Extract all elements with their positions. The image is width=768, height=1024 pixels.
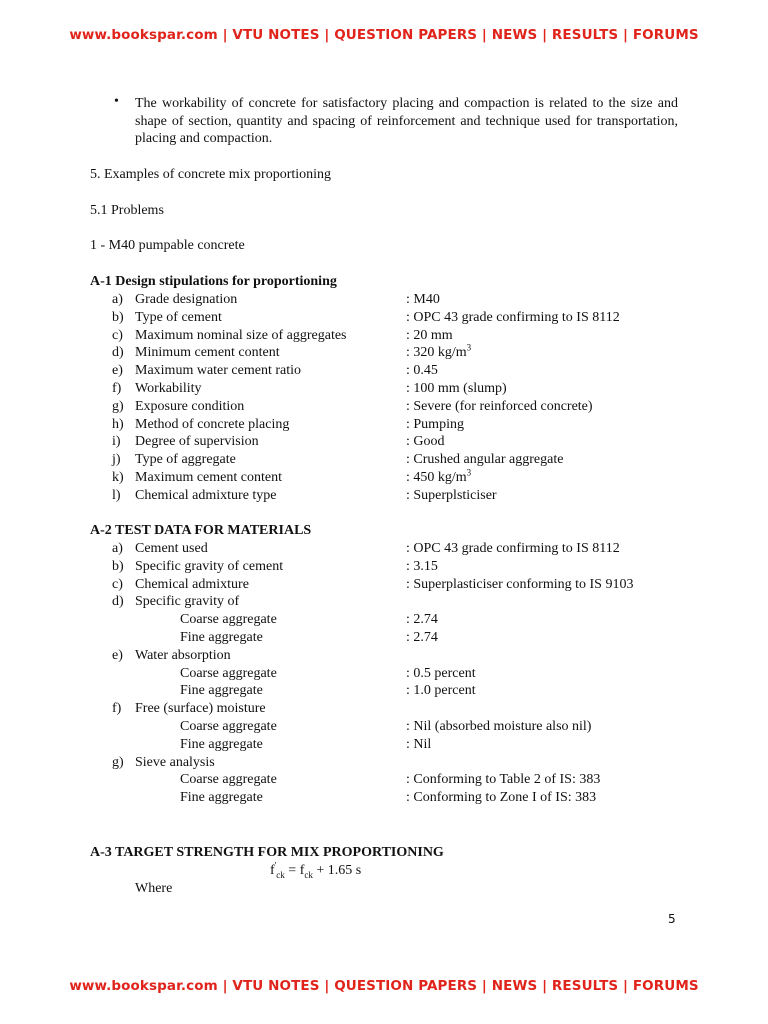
item-label: Minimum cement content	[135, 345, 280, 361]
a3-heading: A-3 TARGET STRENGTH FOR MIX PROPORTIONING	[90, 845, 444, 860]
item-label: Sieve analysis	[135, 754, 215, 770]
item-label: Water absorption	[135, 647, 231, 663]
list-marker: k)	[112, 470, 124, 485]
item-label: Coarse aggregate	[180, 772, 277, 788]
item-label: Chemical admixture type	[135, 487, 277, 503]
item-value: : Conforming to Zone I of IS: 383	[406, 790, 597, 806]
list-marker: e)	[112, 647, 123, 663]
item-label: Maximum water cement ratio	[135, 363, 301, 379]
item-value: : Crushed angular aggregate	[406, 452, 564, 468]
header-banner[interactable]: www.bookspar.com | VTU NOTES | QUESTION PAPERS | NEWS | RESULTS | FORUMS	[69, 27, 699, 43]
list-marker: f)	[112, 701, 122, 717]
bullet-paragraph: The workability of concrete for satisfactory placing and compaction is related to the size and shape of section, quantity and spacing of reinforcement and technique used for transportation, placing and compaction.	[135, 96, 678, 146]
item-label: Coarse aggregate	[180, 665, 277, 681]
item-label: Exposure condition	[135, 398, 245, 414]
list-marker: d)	[112, 594, 124, 610]
item-label: Type of cement	[135, 309, 222, 325]
item-value: : Nil (absorbed moisture also nil)	[406, 719, 592, 734]
item-value: : Severe (for reinforced concrete)	[406, 398, 593, 414]
item-label: Cement used	[135, 541, 208, 556]
item-label: Fine aggregate	[180, 683, 263, 699]
list-marker: l)	[112, 487, 121, 503]
list-marker: j)	[112, 452, 121, 468]
item-value: : 2.74	[406, 612, 438, 628]
list-marker: f)	[112, 381, 122, 396]
item-value: : 3.15	[406, 558, 438, 574]
list-marker: a)	[112, 292, 123, 307]
item-label: Maximum cement content	[135, 470, 282, 485]
item-value: : 0.5 percent	[406, 665, 476, 681]
item-value: : Superplsticiser	[406, 487, 497, 503]
item-label: Free (surface) moisture	[135, 701, 266, 717]
section-5-1-heading: 5.1 Problems	[90, 203, 164, 218]
a1-heading: A-1 Design stipulations for proportioning	[90, 274, 337, 289]
bullet-icon: •	[114, 94, 119, 109]
item-value: : 450 $kg/m^3$	[406, 467, 472, 485]
item-label: Type of aggregate	[135, 452, 236, 468]
item-value: : 100 mm (slump)	[406, 381, 507, 396]
item-value: : Conforming to Table 2 of IS: 383	[406, 772, 601, 788]
item-value: : 0.45	[406, 363, 438, 379]
footer-banner[interactable]: www.bookspar.com | VTU NOTES | QUESTION PAPERS | NEWS | RESULTS | FORUMS	[69, 978, 699, 994]
a2-heading: A-2 TEST DATA FOR MATERIALS	[90, 523, 312, 538]
item-label: Specific gravity of	[135, 594, 240, 610]
where-label: Where	[135, 881, 173, 896]
item-value: : Pumping	[406, 416, 464, 432]
item-label: Chemical admixture	[135, 576, 249, 592]
item-value: : Good	[406, 434, 445, 450]
section-5-heading: 5. Examples of concrete mix proportioning	[90, 167, 332, 182]
item-label: Fine aggregate	[180, 630, 263, 645]
list-marker: h)	[112, 416, 124, 432]
item-value: : 2.74	[406, 630, 438, 645]
item-value: : M40	[406, 292, 440, 307]
item-label: Fine aggregate	[180, 736, 263, 752]
target-strength-formula: $f'_{ck} = f_{ck} + 1.65$ s	[270, 860, 362, 880]
item-label: Fine aggregate	[180, 790, 263, 806]
item-label: Grade designation	[135, 292, 238, 307]
problem-1-title: 1 - M40 pumpable concrete	[90, 238, 245, 253]
list-marker: a)	[112, 541, 123, 556]
list-marker: b)	[112, 309, 124, 325]
item-label: Coarse aggregate	[180, 612, 277, 628]
item-value: : 320 $kg/m^3$	[406, 342, 472, 361]
item-label: Maximum nominal size of aggregates	[135, 327, 347, 343]
list-marker: c)	[112, 576, 123, 592]
item-value: : 20 mm	[406, 327, 453, 343]
list-marker: c)	[112, 327, 123, 343]
item-value: : OPC 43 grade confirming to IS 8112	[406, 541, 620, 556]
list-marker: e)	[112, 363, 123, 379]
item-value: : OPC 43 grade confirming to IS 8112	[406, 309, 620, 325]
item-label: Method of concrete placing	[135, 416, 290, 432]
item-value: : Superplasticiser conforming to IS 9103	[406, 576, 634, 592]
list-marker: g)	[112, 398, 124, 414]
list-marker: g)	[112, 754, 124, 770]
list-marker: d)	[112, 345, 124, 361]
list-marker: b)	[112, 558, 124, 574]
list-marker: i)	[112, 434, 121, 450]
item-value: : Nil	[406, 736, 432, 752]
item-label: Specific gravity of cement	[135, 558, 284, 574]
page-number: 5	[668, 912, 676, 926]
item-value: : 1.0 percent	[406, 683, 476, 699]
item-label: Coarse aggregate	[180, 719, 277, 734]
item-label: Workability	[135, 381, 202, 396]
item-label: Degree of supervision	[135, 434, 259, 450]
